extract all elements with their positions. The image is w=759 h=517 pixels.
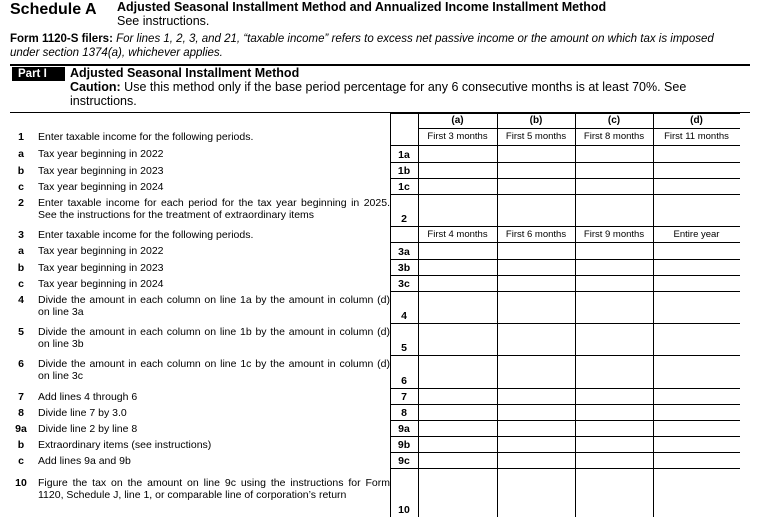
input-cell-9a-c[interactable]: [576, 421, 653, 436]
input-cell-3a-c[interactable]: [576, 243, 653, 259]
input-cell-1c-c[interactable]: [576, 179, 653, 194]
input-cell-5-b[interactable]: [498, 324, 575, 355]
row-text: Tax year beginning in 2024: [38, 278, 164, 290]
line-number-label: 2: [401, 213, 407, 225]
line-number-label: 10: [398, 504, 410, 516]
row-number: b: [17, 439, 25, 451]
grid-row-rule: [390, 226, 740, 227]
row-text: Tax year beginning in 2022: [38, 148, 164, 160]
grid-top-rule: [390, 113, 740, 114]
period-label-3: First 6 months: [505, 229, 567, 240]
input-cell-2-c[interactable]: [576, 195, 653, 226]
row-number: a: [18, 245, 24, 257]
row-number: c: [18, 278, 24, 290]
input-cell-9c-c[interactable]: [576, 453, 653, 468]
row-text: Figure the tax on the amount on line 9c using the instructions for Form 1120, Schedule J, line 1, or comparable line of corporation’s return: [38, 477, 390, 501]
input-cell-3b-d[interactable]: [654, 260, 740, 275]
row-text: Enter taxable income for the following periods.: [38, 229, 254, 241]
input-cell-8-a[interactable]: [419, 405, 497, 420]
input-cell-1b-c[interactable]: [576, 163, 653, 178]
row-text: Tax year beginning in 2022: [38, 245, 164, 257]
line-number-label: 9c: [398, 455, 410, 467]
input-cell-5-c[interactable]: [576, 324, 653, 355]
column-heading-a: (a): [451, 115, 464, 126]
line-number-label: 1b: [397, 165, 411, 177]
period-label-1: First 5 months: [505, 131, 567, 142]
row-text: Enter taxable income for each period for the tax year beginning in 2025. See the instructions for the treatment of extraordinary items: [38, 197, 390, 221]
line-number-label: 7: [401, 391, 407, 403]
input-cell-9a-d[interactable]: [654, 421, 740, 436]
filers-note-label: Form 1120-S filers:: [10, 33, 113, 45]
input-cell-9b-a[interactable]: [419, 437, 497, 452]
input-cell-6-b[interactable]: [498, 356, 575, 388]
period-label-1: First 3 months: [427, 131, 488, 142]
input-cell-7-d[interactable]: [654, 389, 740, 404]
row-text: Divide line 7 by 3.0: [38, 407, 127, 419]
input-cell-5-a[interactable]: [419, 324, 497, 355]
input-cell-10-d[interactable]: [654, 469, 740, 517]
caution-label: Caution:: [70, 80, 121, 94]
row-number: b: [17, 165, 25, 177]
filers-note: [10, 32, 745, 60]
input-cell-3c-d[interactable]: [654, 276, 740, 291]
column-heading-b: (b): [529, 115, 543, 126]
column-heading-c: (c): [607, 115, 621, 126]
input-cell-7-b[interactable]: [498, 389, 575, 404]
row-number: c: [18, 181, 24, 193]
line-number-label: 3b: [397, 262, 411, 274]
input-cell-10-a[interactable]: [419, 469, 497, 517]
row-text: Add lines 9a and 9b: [38, 455, 131, 467]
schedule-title: Schedule A: [10, 1, 97, 18]
row-text: Divide the amount in each column on line 1c by the amount in column (d) on line 3c: [38, 358, 390, 382]
row-text: Enter taxable income for the following periods.: [38, 131, 254, 143]
row-number: 8: [18, 407, 24, 419]
row-number: 3: [18, 229, 24, 241]
input-cell-9a-a[interactable]: [419, 421, 497, 436]
input-cell-9c-d[interactable]: [654, 453, 740, 468]
input-cell-7-c[interactable]: [576, 389, 653, 404]
column-heading-d: (d): [690, 115, 703, 126]
row-number: 6: [18, 358, 24, 370]
input-cell-4-c[interactable]: [576, 292, 653, 323]
row-text: Tax year beginning in 2023: [38, 165, 164, 177]
input-cell-9b-d[interactable]: [654, 437, 740, 452]
input-cell-3a-a[interactable]: [419, 243, 497, 259]
line-number-label: 8: [401, 407, 407, 419]
line-number-label: 5: [401, 342, 407, 354]
line-number-label: 1a: [398, 149, 410, 161]
input-cell-3b-b[interactable]: [498, 260, 575, 275]
period-label-3: First 4 months: [427, 229, 488, 240]
input-cell-2-d[interactable]: [654, 195, 740, 226]
input-cell-3a-b[interactable]: [498, 243, 575, 259]
input-cell-7-a[interactable]: [419, 389, 497, 404]
input-cell-4-a[interactable]: [419, 292, 497, 323]
row-number: 9a: [15, 423, 27, 435]
input-cell-10-b[interactable]: [498, 469, 575, 517]
input-cell-1c-a[interactable]: [419, 179, 497, 194]
row-number: 4: [18, 294, 24, 306]
input-cell-1c-b[interactable]: [498, 179, 575, 194]
input-cell-1a-c[interactable]: [576, 146, 653, 162]
line-number-label: 3c: [398, 278, 410, 290]
line-number-label: 9b: [397, 439, 411, 451]
input-cell-9b-c[interactable]: [576, 437, 653, 452]
input-cell-2-b[interactable]: [498, 195, 575, 226]
period-label-3: Entire year: [673, 229, 720, 240]
row-number: 7: [18, 391, 24, 403]
input-cell-1a-d[interactable]: [654, 146, 740, 162]
input-cell-1a-b[interactable]: [498, 146, 575, 162]
schedule-see-instructions: See instructions.: [117, 14, 210, 28]
input-cell-5-d[interactable]: [654, 324, 740, 355]
input-cell-1a-a[interactable]: [419, 146, 497, 162]
column-heading-rule: [418, 128, 740, 129]
period-label-1: First 11 months: [664, 131, 729, 142]
period-label-1: First 8 months: [583, 131, 645, 142]
filers-note-text: For lines 1, 2, 3, and 21, “taxable income” refers to excess net passive income or the amount on which tax is imposed under section 1374(a), whichever applies.: [10, 33, 714, 59]
input-cell-4-b[interactable]: [498, 292, 575, 323]
row-text: Extraordinary items (see instructions): [38, 439, 212, 451]
line-number-label: 1c: [398, 181, 410, 193]
part-caution: [70, 80, 750, 108]
input-cell-9c-b[interactable]: [498, 453, 575, 468]
input-cell-1c-d[interactable]: [654, 179, 740, 194]
input-cell-3b-a[interactable]: [419, 260, 497, 275]
input-cell-3c-a[interactable]: [419, 276, 497, 291]
row-number: b: [17, 262, 25, 274]
input-cell-3b-c[interactable]: [576, 260, 653, 275]
input-cell-3c-c[interactable]: [576, 276, 653, 291]
input-cell-8-b[interactable]: [498, 405, 575, 420]
input-cell-1b-d[interactable]: [654, 163, 740, 178]
schedule-subtitle: Adjusted Seasonal Installment Method and Annualized Income Installment Method: [117, 0, 607, 14]
input-cell-8-d[interactable]: [654, 405, 740, 420]
input-cell-6-d[interactable]: [654, 356, 740, 388]
row-text: Tax year beginning in 2023: [38, 262, 164, 274]
input-cell-3c-b[interactable]: [498, 276, 575, 291]
input-cell-1b-b[interactable]: [498, 163, 575, 178]
row-text: Tax year beginning in 2024: [38, 181, 164, 193]
row-text: Divide the amount in each column on line 1b by the amount in column (d) on line 3b: [38, 326, 390, 350]
input-cell-8-c[interactable]: [576, 405, 653, 420]
input-cell-3a-d[interactable]: [654, 243, 740, 259]
input-cell-4-d[interactable]: [654, 292, 740, 323]
line-number-label: 9a: [398, 423, 410, 435]
caution-text: Use this method only if the base period percentage for any 6 consecutive months is at least 70%. See instructions.: [70, 80, 687, 108]
input-cell-10-c[interactable]: [576, 469, 653, 517]
part-title: Adjusted Seasonal Installment Method: [70, 66, 300, 80]
input-cell-6-a[interactable]: [419, 356, 497, 388]
row-number: 5: [18, 326, 24, 338]
line-number-label: 4: [401, 310, 407, 322]
row-text: Divide the amount in each column on line 1a by the amount in column (d) on line 3a: [38, 294, 390, 318]
input-cell-1b-a[interactable]: [419, 163, 497, 178]
row-number: c: [18, 455, 24, 467]
input-cell-9c-a[interactable]: [419, 453, 497, 468]
period-label-3: First 9 months: [583, 229, 645, 240]
input-cell-6-c[interactable]: [576, 356, 653, 388]
row-number: a: [18, 148, 24, 160]
row-number: 1: [18, 131, 24, 143]
input-cell-9b-b[interactable]: [498, 437, 575, 452]
row-number: 10: [15, 477, 27, 489]
line-number-label: 6: [401, 375, 407, 387]
line-number-label: 3a: [398, 246, 410, 258]
input-cell-2-a[interactable]: [419, 195, 497, 226]
row-text: Add lines 4 through 6: [38, 391, 138, 403]
row-text: Divide line 2 by line 8: [38, 423, 138, 435]
part-badge: Part I: [12, 67, 65, 81]
row-number: 2: [18, 197, 24, 209]
input-cell-9a-b[interactable]: [498, 421, 575, 436]
